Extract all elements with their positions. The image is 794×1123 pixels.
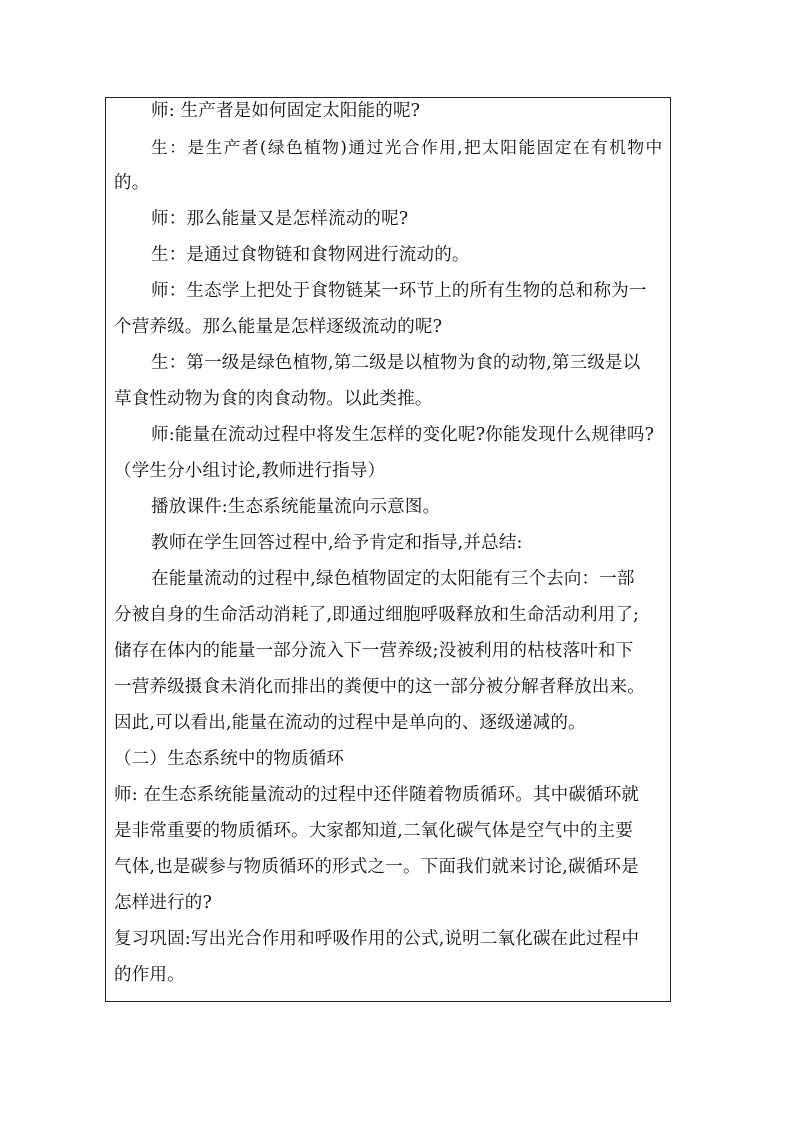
dialogue-teacher-3-cont: 个营养级。那么能量是怎样逐级流动的呢? [114, 317, 443, 337]
dialogue-teacher-1: 师: 生产者是如何固定太阳能的呢? [151, 101, 421, 121]
summary-line-2: 分被自身的生命活动消耗了,即通过细胞呼吸释放和生命活动利用了; [114, 605, 640, 625]
dialogue-student-1: 生：是生产者(绿色植物)通过光合作用,把太阳能固定在有机物中 [151, 137, 664, 157]
dialogue-student-2: 生：是通过食物链和食物网进行流动的。 [151, 245, 470, 265]
summary-line-5: 因此,可以看出,能量在流动的过程中是单向的、逐级递减的。 [114, 713, 586, 733]
dialogue-student-3: 生：第一级是绿色植物,第二级是以植物为食的动物,第三级是以 [151, 353, 641, 373]
dialogue-student-1-cont: 的。 [114, 173, 150, 193]
courseware-note: 播放课件:生态系统能量流向示意图。 [151, 497, 441, 517]
material-cycle-line-4: 怎样进行的? [114, 893, 213, 913]
summary-intro: 教师在学生回答过程中,给予肯定和指导,并总结: [151, 533, 523, 553]
review-line-2: 的作用。 [114, 965, 185, 985]
dialogue-student-3-cont: 草食性动物为食的肉食动物。以此类推。 [114, 389, 433, 409]
summary-line-4: 一营养级摄食未消化而排出的粪便中的这一部分被分解者释放出来。 [114, 677, 645, 697]
material-cycle-line-3: 气体,也是碳参与物质循环的形式之一。下面我们就来讨论,碳循环是 [114, 857, 639, 877]
review-line-1: 复习巩固:写出光合作用和呼吸作用的公式,说明二氧化碳在此过程中 [114, 929, 640, 949]
dialogue-teacher-4: 师:能量在流动过程中将发生怎样的变化呢?你能发现什么规律吗? [151, 425, 655, 445]
activity-note: （学生分小组讨论,教师进行指导） [114, 461, 386, 481]
summary-line-3: 储存在体内的能量一部分流入下一营养级;没被利用的枯枝落叶和下 [114, 641, 634, 661]
summary-line-1: 在能量流动的过程中,绿色植物固定的太阳能有三个去向：一部 [151, 569, 635, 589]
material-cycle-line-2: 是非常重要的物质循环。大家都知道,二氧化碳气体是空气中的主要 [114, 821, 634, 841]
material-cycle-line-1: 师: 在生态系统能量流动的过程中还伴随着物质循环。其中碳循环就 [114, 785, 640, 805]
section-heading-material-cycle: （二）生态系统中的物质循环 [114, 749, 345, 769]
dialogue-teacher-3: 师：生态学上把处于食物链某一环节上的所有生物的总和称为一 [151, 281, 647, 301]
document-table-cell [105, 97, 671, 1002]
dialogue-teacher-2: 师：那么能量又是怎样流动的呢? [151, 209, 409, 229]
